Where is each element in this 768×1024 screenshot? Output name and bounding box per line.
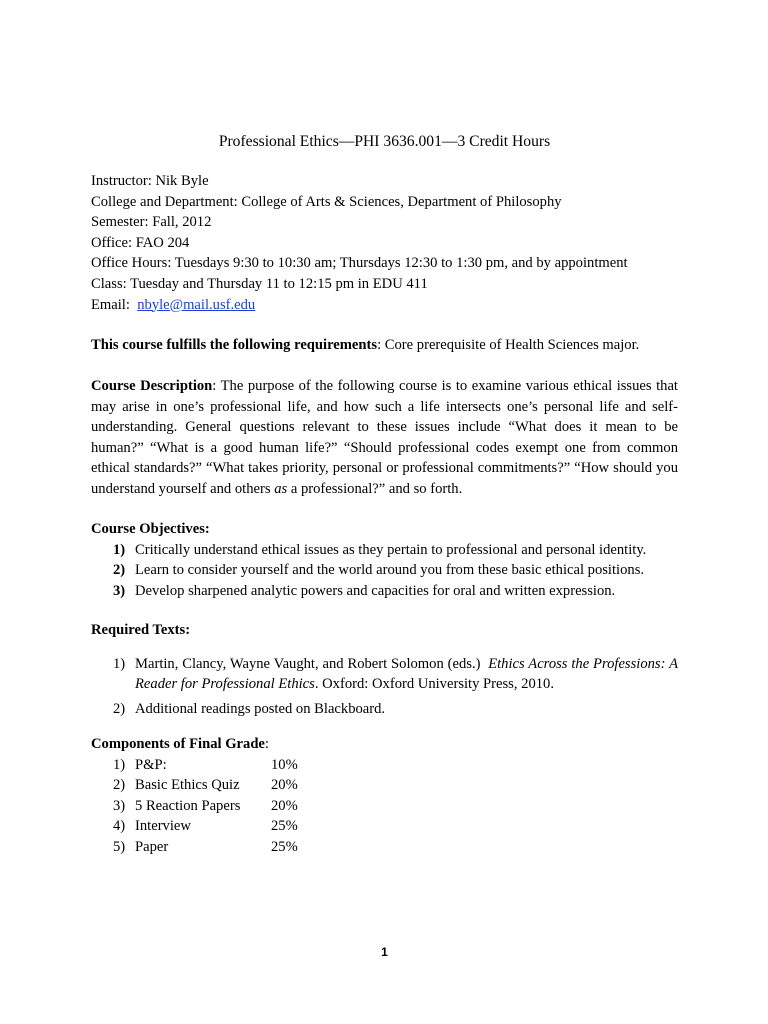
instructor-line: Instructor: Nik Byle [91,173,209,189]
grade-row [91,796,678,817]
class-line: Class: Tuesday and Thursday 11 to 12:15 pm in EDU 411 [91,275,428,292]
requirements-label: This course fulfills the following requirements [91,337,378,353]
list-item-number: 2) [113,562,126,579]
grade-components [91,734,678,858]
list-item [91,540,678,561]
list-item-text: Additional readings posted on Blackboard. [135,700,386,717]
course-info [91,171,678,315]
page-number: 1 [381,945,388,959]
grade-percent: 20% [271,797,298,814]
grade-label: Paper [135,838,169,855]
list-item-number: 2) [113,700,126,717]
list-item-number: 1) [113,541,126,558]
page-title: Professional Ethics—PHI 3636.001—3 Credit Hours [218,133,551,150]
semester-line: Semester: Fall, 2012 [91,214,212,231]
list-item [91,654,678,695]
office-hours-line: Office Hours: Tuesdays 9:30 to 10:30 am; Thursdays 12:30 to 1:30 pm, and by appointment [91,255,628,272]
grades-heading: Components of Final Grade [91,736,265,752]
grade-number: 1) [113,756,126,773]
description-text-1: : The purpose of the following course is to examine various ethical issues that may arise in one’s professional life, and how such a life intersects one’s personal life and self-understanding. General questions relevant to these issues include “What does it mean to be human?” “What is a good human life?” “Should professional codes exempt one from common ethical standards?” “What takes priority, personal or professional commitments?” “How should you understand yourself and others [91,378,678,497]
requirements-paragraph [91,335,678,356]
email-label: Email: [91,296,138,313]
college-line: College and Department: College of Arts & Sciences, Department of Philosophy [91,193,562,210]
required-texts [91,620,678,719]
texts-heading: Required Texts: [91,622,191,638]
email-link[interactable]: nbyle@mail.usf.edu [137,296,256,313]
description-text-2: a professional?” and so forth. [287,480,463,497]
grade-label: Basic Ethics Quiz [135,777,240,794]
grade-label: P&P: [135,756,167,773]
email-line [91,295,678,316]
grade-number: 4) [113,818,126,835]
grade-row [91,775,678,796]
list-item-number: 3) [113,582,126,599]
grade-percent: 25% [271,838,298,855]
grade-number: 5) [113,838,126,855]
list-item [91,699,678,720]
grade-percent: 20% [271,777,298,794]
grades-heading-colon: : [264,736,269,752]
text-title: Ethics Across the Professions: A Reader for Professional Ethics [135,655,678,693]
text-publisher: . Oxford: Oxford University Press, 2010. [314,676,554,693]
list-item-text: Critically understand ethical issues as they pertain to professional and personal identity. [135,541,647,558]
description-italic: as [274,480,288,497]
grade-label: 5 Reaction Papers [135,797,241,814]
list-item-number: 1) [113,655,126,672]
list-item [91,581,678,602]
objectives-heading: Course Objectives: [91,521,210,537]
grades-heading-line [91,734,678,755]
grade-row [91,837,678,858]
grade-number: 2) [113,777,126,794]
grade-row [91,816,678,837]
description-label: Course Description [91,378,213,394]
objectives-list [91,540,678,602]
grade-number: 3) [113,797,126,814]
course-description [91,376,678,500]
list-item [91,560,678,581]
grade-percent: 25% [271,818,298,835]
course-objectives [91,519,678,601]
grade-percent: 10% [271,756,298,773]
grade-label: Interview [135,818,191,835]
document-page [91,0,678,1024]
requirements-text: : Core prerequisite of Health Sciences major. [377,337,640,353]
list-item-text: Develop sharpened analytic powers and capacities for oral and written expression. [135,582,616,599]
text-authors: Martin, Clancy, Wayne Vaught, and Robert Solomon (eds.) [135,655,489,672]
list-item-text: Learn to consider yourself and the world around you from these basic ethical positions. [135,562,645,579]
grade-row [91,755,678,776]
office-line: Office: FAO 204 [91,234,190,251]
